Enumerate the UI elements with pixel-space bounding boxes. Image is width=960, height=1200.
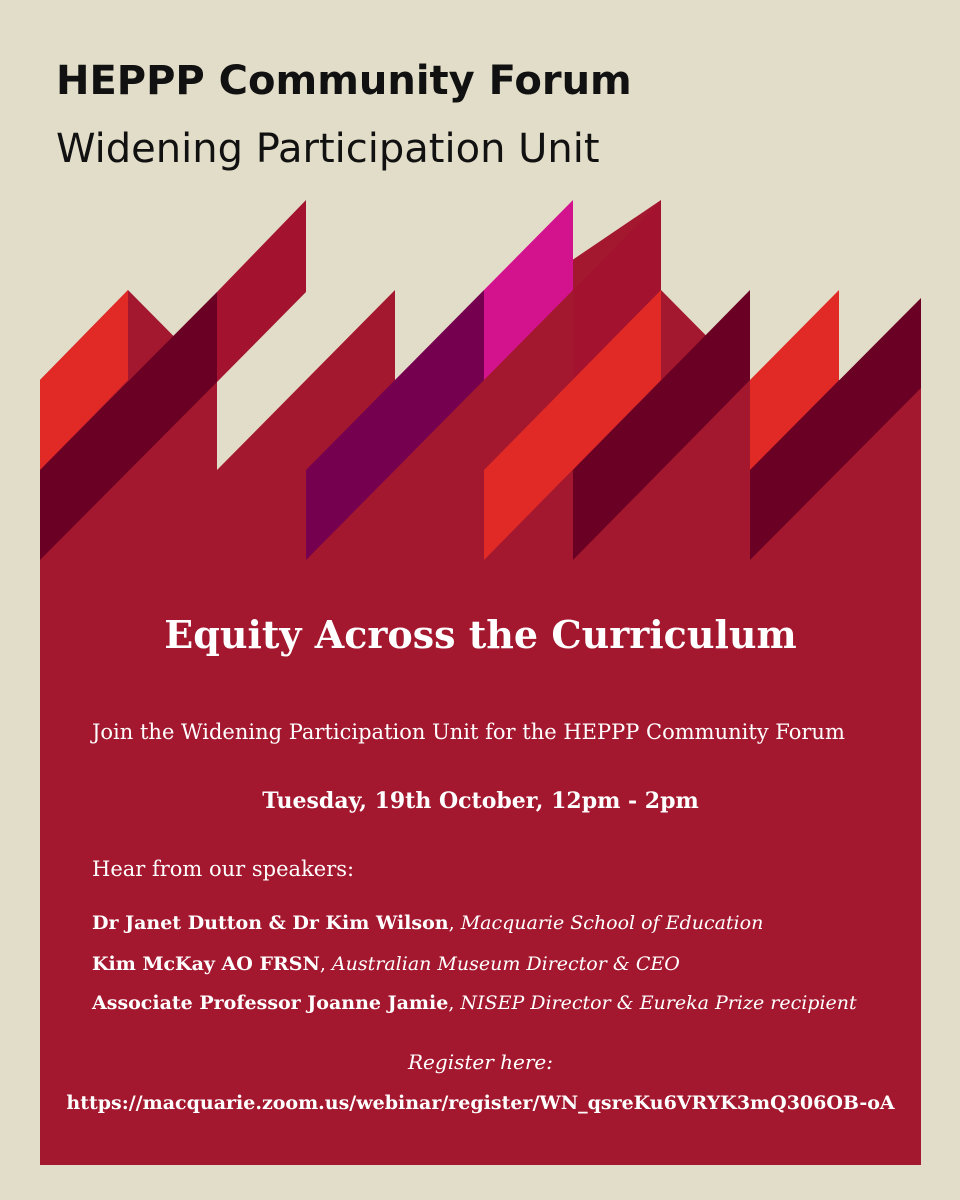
speaker-name: Associate Professor Joanne Jamie [92, 992, 449, 1014]
speaker-name: Kim McKay AO FRSN [92, 953, 320, 975]
speaker-separator: , [319, 953, 332, 975]
register-link[interactable]: https://macquarie.zoom.us/webinar/register/WN_qsreKu6VRYK3mQ306OB-oA [66, 1092, 895, 1114]
event-title: Equity Across the Curriculum [164, 612, 797, 657]
stripe-crimson-top-left [217, 200, 306, 382]
event-datetime: Tuesday, 19th October, 12pm - 2pm [262, 788, 699, 814]
speakers-heading: Hear from our speakers: [92, 857, 355, 881]
speaker-separator: , [448, 992, 461, 1014]
speaker-role: NISEP Director & Eureka Prize recipient [460, 992, 857, 1014]
header-subtitle: Widening Participation Unit [56, 126, 600, 172]
speaker-item [92, 912, 763, 934]
speaker-role: Australian Museum Director & CEO [331, 953, 680, 975]
speaker-separator: , [448, 912, 461, 934]
speaker-item [92, 953, 680, 975]
header-title: HEPPP Community Forum [56, 58, 632, 104]
speaker-item [92, 992, 857, 1014]
speaker-role: Macquarie School of Education [460, 912, 764, 934]
event-panel [40, 560, 921, 1165]
speaker-name: Dr Janet Dutton & Dr Kim Wilson [92, 912, 449, 934]
register-label: Register here: [408, 1050, 553, 1074]
event-intro: Join the Widening Participation Unit for the HEPPP Community Forum [92, 720, 845, 744]
